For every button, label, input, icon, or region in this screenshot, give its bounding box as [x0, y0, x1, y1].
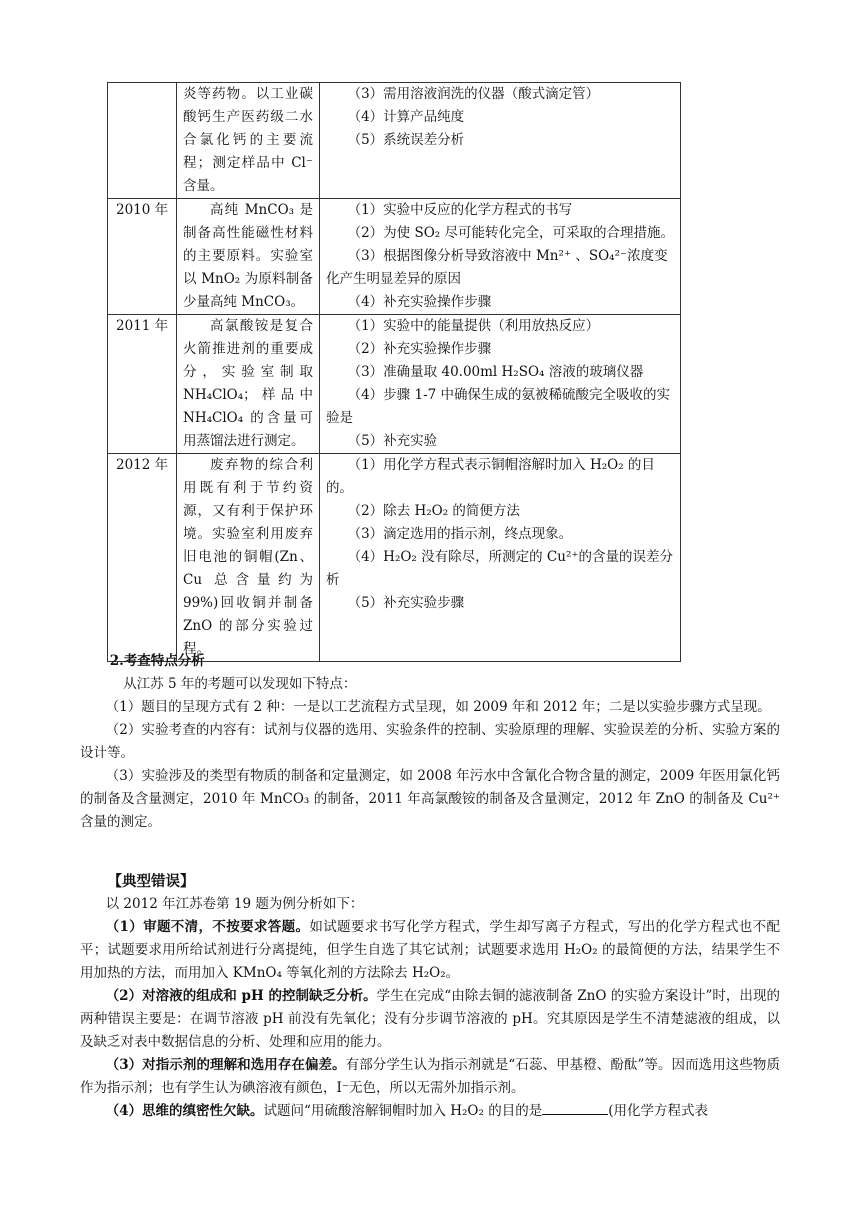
- test-points-cell: [320, 199, 681, 315]
- error-item-4-text: 试题问“用硫酸溶解铜帽时加入 H₂O₂ 的目的是: [263, 1103, 543, 1119]
- test-point-item: （1）实验中反应的化学方程式的书写: [347, 202, 573, 218]
- description-text: 高氯酸铵是复合火箭推进剂的重要成分，实验室制取 NH₄ClO₄；样品中 NH₄ClO₄ 的含量可用蒸馏法进行测定。: [183, 318, 313, 449]
- exam-table-row: [108, 199, 681, 315]
- test-point-item: （1）实验中的能量提供（利用放热反应）: [347, 318, 600, 334]
- exam-table-row: [108, 83, 681, 199]
- test-point-item: （5）系统误差分析: [347, 132, 465, 148]
- year-cell: 2011 年: [108, 315, 177, 454]
- test-point-item: （3）根据图像分析导致溶液中 Mn²⁺ 、SO₄²⁻浓度变化产生明显差异的原因: [326, 248, 668, 287]
- description-cell: [177, 83, 320, 199]
- description-text: 高纯 MnCO₃ 是制备高性能磁性材料的主要原料。实验室以 MnO₂ 为原料制备少量高纯 MnCO₃。: [183, 202, 313, 310]
- description-text: 炎等药物。以工业碳酸钙生产医药级二水合氯化钙的主要流程；测定样品中 Cl⁻含量。: [183, 86, 313, 194]
- error-item-3: [80, 1054, 780, 1100]
- test-points-cell: [320, 454, 681, 662]
- test-point-item: （1）用化学方程式表示铜帽溶解时加入 H₂O₂ 的目的。: [326, 457, 655, 496]
- error-item-4: [80, 1100, 780, 1123]
- test-point-item: （4）步骤 1-7 中确保生成的氨被稀硫酸完全吸收的实验是: [326, 387, 671, 426]
- error-item-2-title: （2）对溶液的组成和 pH 的控制缺乏分析。: [105, 988, 377, 1004]
- analysis-item-2: （2）实验考查的内容有：试剂与仪器的选用、实验条件的控制、实验原理的理解、实验误差的分析、实验方案的设计等。: [80, 722, 780, 761]
- test-point-item: （2）为使 SO₂ 尽可能转化完全，可采取的合理措施。: [347, 225, 674, 241]
- test-point-item: （4）计算产品纯度: [347, 109, 465, 125]
- analysis-item-3: （3）实验涉及的类型有物质的制备和定量测定，如 2008 年污水中含氰化合物含量的测定，2009 年医用氯化钙的制备及含量测定，2010 年 MnCO₃ 的制备，2011 年高氯酸铵的制备及含量测定，2012 年 ZnO 的制备及 Cu²⁺含量的测定。: [80, 768, 780, 830]
- test-point-item: （4）补充实验操作步骤: [347, 294, 492, 310]
- exam-table-row: [108, 315, 681, 454]
- error-item-2-text: 学生在完成“由除去铜的滤液制备 ZnO 的实验方案设计”时，出现的两种错误主要是：在调节溶液 pH 前没有先氧化；没有分步调节溶液的 pH。究其原因是学生不清楚滤液的组成，以及缺乏对表中数据信息的分析、处理和应用的能力。: [80, 988, 780, 1050]
- test-point-item: （5）补充实验: [347, 433, 438, 449]
- answer-blank: [542, 1100, 608, 1115]
- errors-heading: 【典型错误】: [107, 873, 195, 890]
- exam-table-body: [108, 83, 681, 662]
- error-item-3-text: 有部分学生认为指示剂就是“石蕊、甲基橙、酚酞”等。因而选用这些物质作为指示剂；也有学生认为碘溶液有颜色，I⁻无色，所以无需外加指示剂。: [80, 1057, 780, 1096]
- year-cell: 2010 年: [108, 199, 177, 315]
- test-point-item: （2）除去 H₂O₂ 的简便方法: [347, 503, 520, 519]
- errors-intro: 以 2012 年江苏卷第 19 题为例分析如下：: [105, 896, 364, 912]
- analysis-intro: 从江苏 5 年的考题可以发现如下特点：: [123, 676, 357, 692]
- description-cell: [177, 199, 320, 315]
- error-item-1-text: 如试题要求书写化学方程式，学生却写离子方程式，写出的化学方程式也不配平；试题要求用所给试剂进行分离提纯，但学生自选了其它试剂；试题要求选用 H₂O₂ 的最简便的方法，结果学生不用加热的方法，而用加入 KMnO₄ 等氧化剂的方法除去 H₂O₂。: [80, 919, 780, 981]
- errors-section: [80, 870, 780, 1123]
- error-item-1-title: （1）审题不清，不按要求答题。: [105, 919, 310, 935]
- year-cell: 2012 年: [108, 454, 177, 662]
- error-item-3-title: （3）对指示剂的理解和选用存在偏差。: [105, 1057, 346, 1073]
- test-point-item: （4）H₂O₂ 没有除尽，所测定的 Cu²⁺的含量的误差分析: [326, 549, 673, 588]
- analysis-section: [80, 650, 780, 834]
- error-item-2: [80, 985, 780, 1054]
- exam-table-row: [108, 454, 681, 662]
- description-cell: [177, 315, 320, 454]
- analysis-item-1: （1）题目的呈现方式有 2 种：一是以工艺流程方式呈现，如 2009 年和 2012 年；二是以实验步骤方式呈现。: [105, 699, 771, 715]
- test-points-cell: [320, 83, 681, 199]
- test-point-item: （3）准确量取 40.00ml H₂SO₄ 溶液的玻璃仪器: [347, 364, 644, 380]
- test-point-item: （3）滴定选用的指示剂，终点现象。: [347, 526, 573, 542]
- test-point-item: （5）补充实验步骤: [347, 595, 465, 611]
- test-point-item: （3）需用溶液润洗的仪器（酸式滴定管）: [347, 86, 600, 102]
- description-cell: [177, 454, 320, 662]
- error-item-1: [80, 916, 780, 985]
- error-item-4-tail: (用化学方程式表: [608, 1103, 708, 1119]
- error-item-4-title: （4）思维的缜密性欠缺。: [105, 1103, 264, 1119]
- test-point-item: （2）补充实验操作步骤: [347, 341, 492, 357]
- year-cell: [108, 83, 177, 199]
- exam-table: [107, 82, 681, 662]
- description-text: 废弃物的综合利用既有利于节约资源，又有利于保护环境。实验室利用废弃旧电池的铜帽(Zn、Cu 总含量约为 99%)回收铜并制备 ZnO 的部分实验过程。: [183, 457, 313, 657]
- analysis-heading: 2.考查特点分析: [109, 653, 205, 669]
- test-points-cell: [320, 315, 681, 454]
